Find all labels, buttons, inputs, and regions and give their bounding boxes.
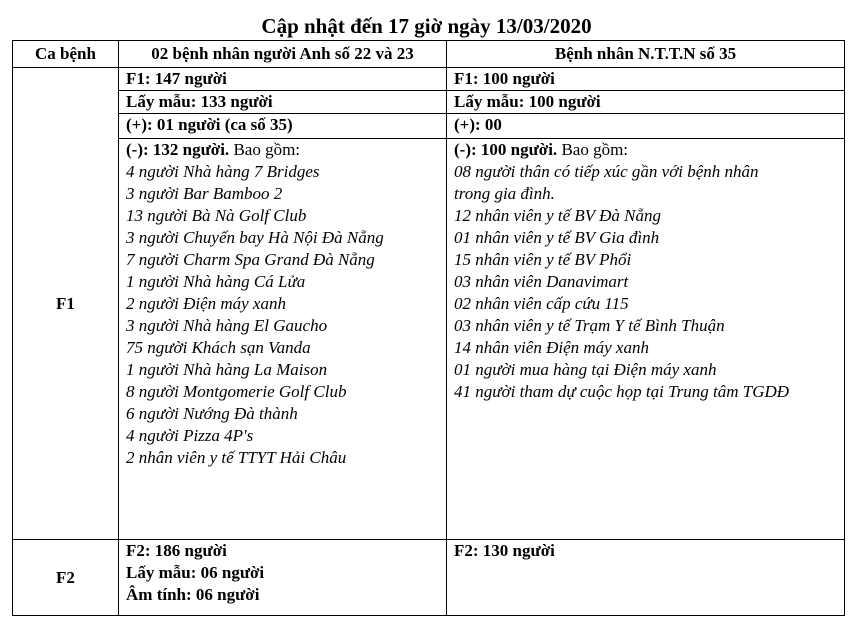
f2-label: F2 (13, 540, 119, 616)
list-item: 41 người tham dự cuộc họp tại Trung tâm TGDĐ (454, 382, 790, 401)
f1-right-item-list (454, 161, 844, 403)
list-item: trong gia đình. (454, 184, 555, 203)
f2-right-cell (447, 540, 845, 616)
header-case: Ca bệnh (13, 41, 119, 68)
list-item: 01 người mua hàng tại Điện máy xanh (454, 360, 717, 379)
f1-sampled-row (13, 91, 845, 114)
f2-row (13, 540, 845, 616)
list-item: 3 người Chuyến bay Hà Nội Đà Nẵng (126, 228, 384, 247)
f1-left-positive: (+): 01 người (ca số 35) (119, 114, 447, 139)
list-item: 08 người thân có tiếp xúc gần với bệnh nhân (454, 162, 759, 181)
f1-right-negative-cell (447, 139, 845, 540)
list-item: 1 người Nhà hàng Cá Lửa (126, 272, 306, 291)
list-item: 6 người Nướng Đà thành (126, 404, 298, 423)
list-item: 15 nhân viên y tế BV Phổi (454, 250, 632, 269)
f1-right-negative-heading: (-): 100 người. Bao gồm: (454, 140, 629, 159)
f2-left-count: F2: 186 người (126, 541, 227, 560)
list-item: 3 người Nhà hàng El Gaucho (126, 316, 328, 335)
list-item: 2 người Điện máy xanh (126, 294, 286, 313)
list-item: 13 người Bà Nà Golf Club (126, 206, 307, 225)
f2-left-cell (119, 540, 447, 616)
f1-left-sampled: Lấy mẫu: 133 người (119, 91, 447, 114)
list-item: 3 người Bar Bamboo 2 (126, 184, 283, 203)
header-patient-35: Bệnh nhân N.T.T.N số 35 (447, 41, 845, 68)
list-item: 02 nhân viên cấp cứu 115 (454, 294, 629, 313)
list-item: 03 nhân viên Danavimart (454, 272, 629, 291)
list-item: 14 nhân viên Điện máy xanh (454, 338, 649, 357)
f2-right-count: F2: 130 người (454, 541, 555, 560)
case-table (12, 40, 845, 616)
list-item: 75 người Khách sạn Vanda (126, 338, 311, 357)
f1-left-negative-heading: (-): 132 người. Bao gồm: (126, 140, 301, 159)
f1-label: F1 (13, 68, 119, 540)
f1-left-negative-cell (119, 139, 447, 540)
list-item: 1 người Nhà hàng La Maison (126, 360, 328, 379)
f1-count-row (13, 68, 845, 91)
page-title: Cập nhật đến 17 giờ ngày 13/03/2020 (261, 14, 592, 38)
f2-left-sampled: Lấy mẫu: 06 người (126, 563, 265, 582)
f1-left-count: F1: 147 người (119, 68, 447, 91)
f1-right-count: F1: 100 người (447, 68, 845, 91)
list-item: 12 nhân viên y tế BV Đà Nẵng (454, 206, 661, 225)
f1-right-sampled: Lấy mẫu: 100 người (447, 91, 845, 114)
f1-right-positive: (+): 00 (447, 114, 845, 139)
header-row (13, 41, 845, 68)
list-item: 4 người Nhà hàng 7 Bridges (126, 162, 320, 181)
f1-negative-row (13, 139, 845, 540)
header-patients-22-23: 02 bệnh nhân người Anh số 22 và 23 (119, 41, 447, 68)
f1-left-item-list (126, 161, 446, 469)
f1-positive-row (13, 114, 845, 139)
list-item: 03 nhân viên y tế Trạm Y tế Bình Thuận (454, 316, 725, 335)
list-item: 01 nhân viên y tế BV Gia đình (454, 228, 660, 247)
f2-left-negative: Âm tính: 06 người (126, 585, 260, 604)
list-item: 7 người Charm Spa Grand Đà Nẵng (126, 250, 375, 269)
list-item: 8 người Montgomerie Golf Club (126, 382, 347, 401)
list-item: 2 nhân viên y tế TTYT Hải Châu (126, 448, 347, 467)
list-item: 4 người Pizza 4P's (126, 426, 254, 445)
